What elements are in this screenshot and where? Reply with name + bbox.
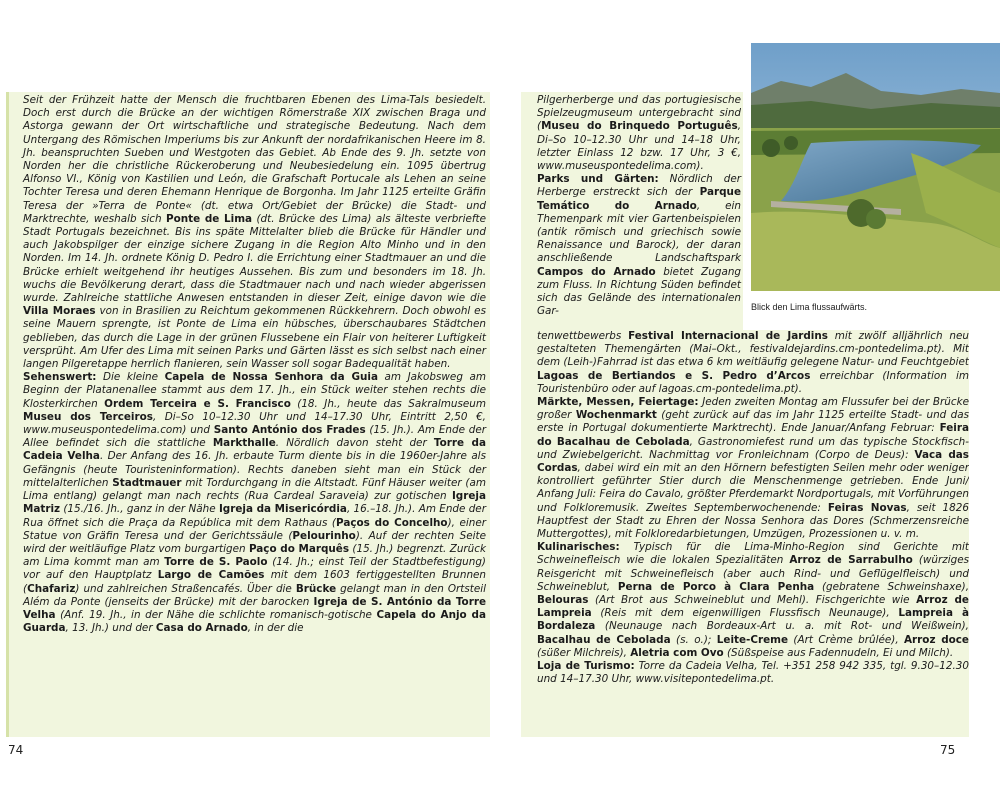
right-page-text-top [521,92,743,330]
page-number-left: 74 [8,743,24,757]
river-landscape-illustration [751,43,1000,291]
spielzeugmuseum-paragraph: Pilgerherberge und das portugiesische Spielzeugmuseum untergebracht sind (Museu do Brinquedo Português, Di–So 10–12.30 Uhr und 14–18 Uhr, letzter Einlass 12 bzw. 17 Uhr, 3 €, www.museuspontedelima.com). [537,94,741,173]
parks-paragraph: Parks und Gärten: Nördlich der Herberge erstreckt sich der Parque Temático do Arnado, ein Themenpark mit vier Gartenbeispielen (antik römisch und griechisch sowie Renaissance und Barock), der daran anschließende Landschaftspark Campos do Arnado bietet Zugang zum Fluss. In Richtung Süden befindet sich das Gelände des internationalen Gar- [537,173,742,318]
kulinarisches-paragraph: Kulinarisches: Typisch für die Lima-Minho-Region sind Gerichte mit Schweinefleisch wie die lokalen Spezialitäten Arroz de Sarrabulho (würziges Reisgericht mit Schweinefleisch (aber auch Rind- und Geflügelfleisch) und Schweineblut, Perna de Porco à Clara Penha (gebratene Schweinshaxe), Belouras (Art Brot aus Schweineblut und Mehl). Fischgerichte wie Arroz de Lampreia (Reis mit dem eigenwilligen Flussfisch Neunauge), Lampreia à Bordaleza (Neunauge nach Bordeaux-Art u. a. mit Rot- und Weißwein), Bacalhau de Cebolada (s. o.); Leite-Creme (Art Crème brûlée), Arroz doce (süßer Milchreis), Aletria com Ovo (Süßspeise aus Fadennudeln, Ei und Milch). [537,541,969,659]
festival-paragraph: tenwettbewerbs Festival Internacional de Jardins mit zwölf alljährlich neu gestalteten Themengärten (Mai–Okt., festivaldejardins.cm-pontedelima.pt). Mit dem (Leih-)Fahrrad ist das etwa 6 km weitläufig gelegene Natur- und Feuchtgebiet Lagoas de Bertiandos e S. Pedro d’Arcos erreichbar (Information im Touristenbüro oder auf lagoas.cm-pontedelima.pt). [537,330,969,395]
river-photo [751,43,1000,291]
page-number-right: 75 [940,743,956,757]
sehenswert-paragraph: Sehenswert: Die kleine Capela de Nossa Senhora da Guia am Jakobsweg am Beginn der Platanenallee stammt aus dem 17. Jh., ein Stück weiter stehen rechts die Klosterkirchen Ordem Terceira e S. Francisco (18. Jh., heute das Sakralmuseum Museu dos Terceiros, Di–So 10–12.30 Uhr und 14–17.30 Uhr, Eintritt 2,50 €, www.museuspontedelima.com) und Santo António dos Frades (15. Jh.). Am Ende der Allee befindet sich die stattliche Markthalle. Nördlich davon steht der Torre da Cadeia Velha. Der Anfang des 16. Jh. erbaute Turm diente bis in die 1960er-Jahre als Gefängnis (heute Touristeninformation). Rechts daneben sieht man ein Stück der mittelalterlichen Stadtmauer mit Tordurchgang in die Altstadt. Fünf Häuser weiter (am Lima entlang) gelangt man nach rechts (Rua Cardeal Saraveia) zur gotischen Igreja Matriz (15./16. Jh., ganz in der Nähe Igreja da Misericórdia, 16.–18. Jh.). Am Ende der Rua öffnet sich die Praça da República mit dem Rathaus (Paços do Concelho), einer Statue von Gräfin Teresa und der Gerichtssäule (Pelourinho). Auf der rechten Seite wird der weitläufige Platz vom burgartigen Paço do Marquês (15. Jh.) begrenzt. Zurück am Lima kommt man am Torre de S. Paolo (14. Jh.; einst Teil der Stadtbefestigung) vor auf den Hauptplatz Largo de Camões mit dem 1603 fertiggestellten Brunnen (Chafariz) und zahlreichen Straßencafés. Über die Brücke gelangt man in den Ortsteil Além da Ponte (jenseits der Brücke) mit der barocken Igreja de S. António da Torre Velha (Anf. 19. Jh., in der Nähe die schlichte romanisch-gotische Capela do Anjo da Guarda, 13. Jh.) und der Casa do Arnado, in der die [23,371,487,635]
photo-caption: Blick den Lima flussaufwärts. [751,302,868,312]
maerkte-paragraph: Märkte, Messen, Feiertage: Jeden zweiten Montag am Flussufer bei der Brücke großer Wochenmarkt (geht zurück auf das im Jahr 1125 erteilte Stadt- und das erste in Portugal dokumentierte Marktrecht). Ende Januar/Anfang Februar: Feira do Bacalhau de Cebolada, Gastronomiefest rund um das typische Stockfisch- und Zwiebelgericht. Nachmittag vor Fronleichnam (Corpo de Deus): Vaca das Cordas, dabei wird ein mit an den Hörnern befestigten Seilen mehr oder weniger kontrolliert geführter Stier durch die Menschenmenge getrieben. Ende Juni/ Anfang Juli: Feira do Cavalo, größter Pferdemarkt Nordportugals, mit Vorführungen und Folkloremusik. Zweites Septemberwochenende: Feiras Novas, seit 1826 Hauptfest der Stadt zu Ehren der Nossa Senhora das Dores (Schmerzensreiche Muttergottes), mit Folkloredarbietungen, Umzügen, Prozessionen u. v. m. [537,396,969,541]
left-page-text [6,92,490,737]
right-page-text-main [521,330,969,737]
loja-paragraph: Loja de Turismo: Torre da Cadeia Velha, Tel. +351 258 942 335, tgl. 9.30–12.30 und 14–17.30 Uhr, www.visitepontedelima.pt. [537,660,969,686]
intro-paragraph: Seit der Frühzeit hatte der Mensch die fruchtbaren Ebenen des Lima-Tals besiedelt. Doch erst durch die Brücke an der wichtigen Römerstraße XIX zwischen Braga und Astorga gewann der Ort wirtschaftliche und strategische Bedeutung. Nach dem Untergang des Römischen Imperiums bis zur Ankunft der nordafrikanischen Heere im 8. Jh. beanspruchten Sueben und Westgoten das Gebiet. Ab Ende des 9. Jh. setzte von Norden her die christliche Rückeroberung und Neubesiedelung ein. 1095 übertrug Alfonso VI., König von Kastilien und León, die Grafschaft Portucale als Lehen an seine Tochter Teresa und deren Ehemann Henrique de Borgonha. Im Jahr 1125 erteilte Gräfin Teresa der »Terra de Ponte« (dt. etwa Ort/Gebiet der Brücke) die Stadt- und Marktrechte, weshalb sich Ponte de Lima (dt. Brücke des Lima) als älteste verbriefte Stadt Portugals bezeichnet. Bis ins späte Mittelalter blieb die Brücke für Händler und auch Jakobspilger der einzige sichere Zugang in die Region Alto Minho und in den Norden. Im 14. Jh. ordnete König D. Pedro I. die Errichtung einer Stadtmauer an und die Brücke erhielt weitgehend ihr heutiges Aussehen. Bis zum und besonders im 18. Jh. wuchs die Bevölkerung derart, dass die Stadtmauer nach und nach wieder abgerissen wurde. Zahlreiche stattliche Anwesen entstanden in dieser Zeit, einige davon wie die Villa Moraes von in Brasilien zu Reichtum gekommenen Rückkehrern. Doch obwohl es seine Mauern sprengte, ist Ponte de Lima ein hübsches, überschaubares Städtchen geblieben, das durch die Lage in der grünen Flussebene ein Flair von heiterer Luftigkeit versprüht. Am Ufer des Lima mit seinen Parks und Gärten lässt es sich selbst nach einer langen Pilgeretappe herrlich flanieren, sein Wasser soll sogar Badequalität haben. [23,94,486,371]
